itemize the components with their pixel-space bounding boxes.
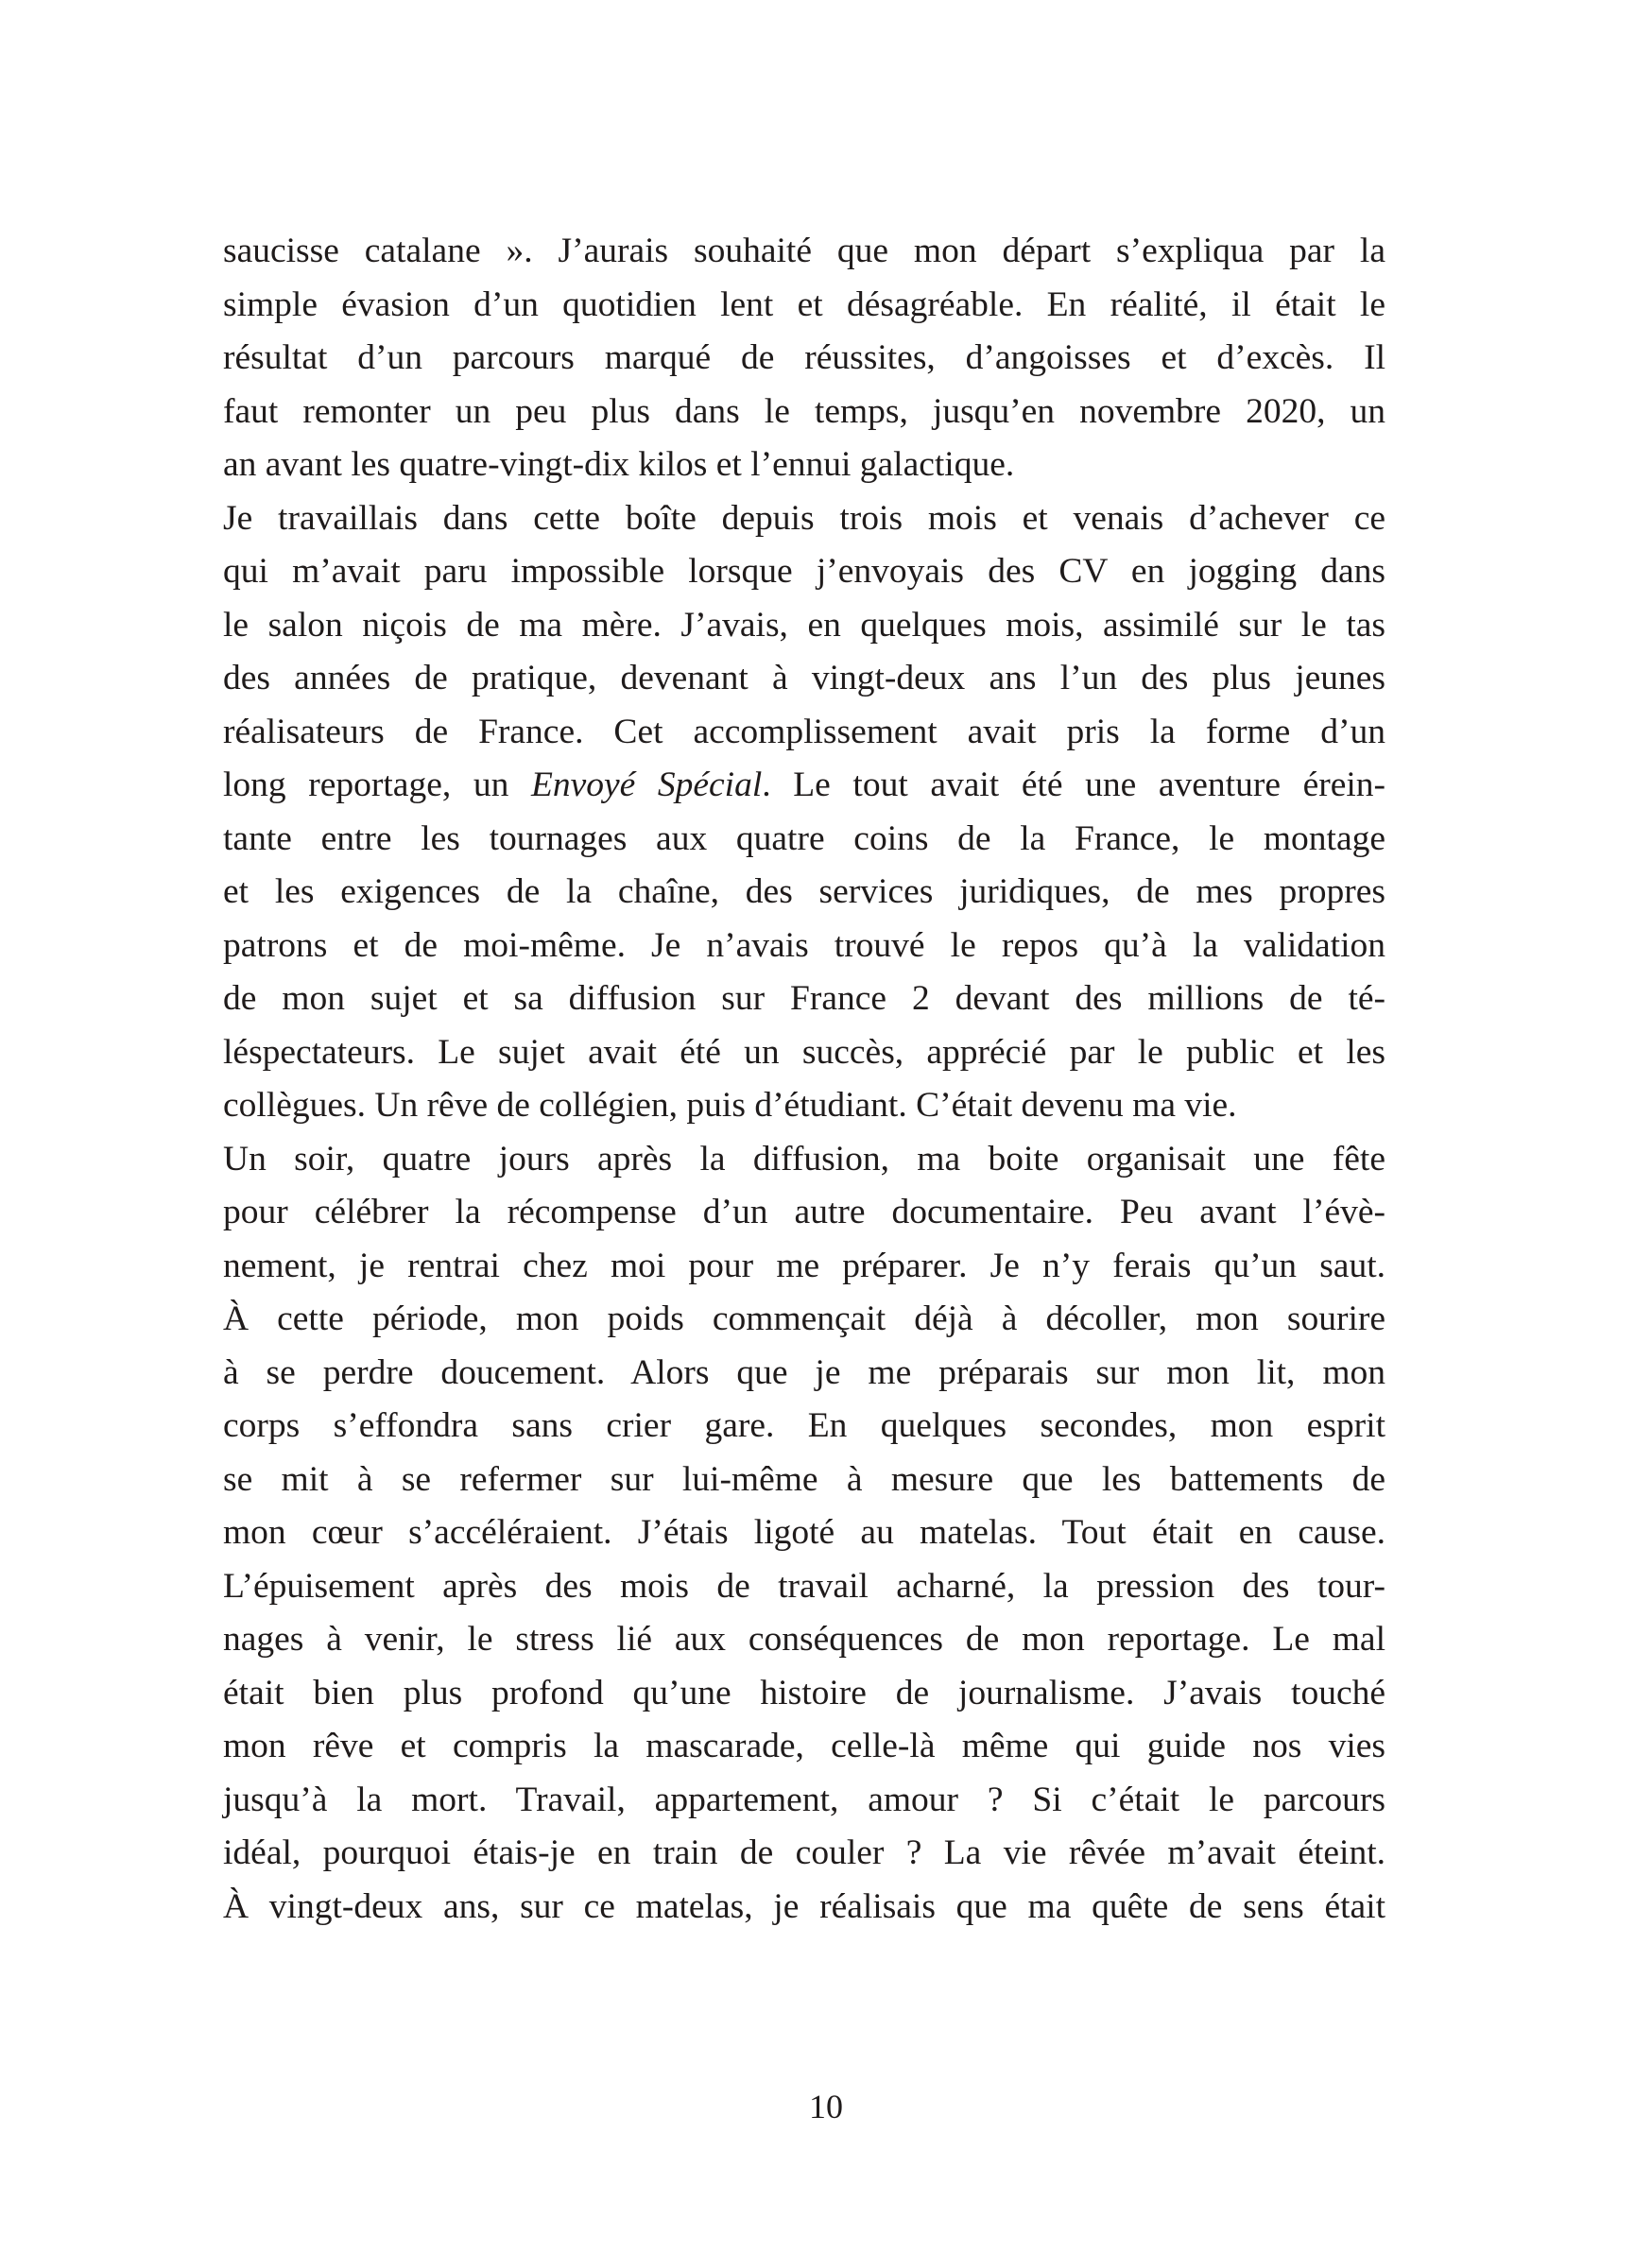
text-line: résultat d’un parcours marqué de réussites, d’angoisses et d’excès. Il [223,338,1385,377]
text-line: Un soir, quatre jours après la diffusion, ma boite organisait une fête [223,1139,1385,1179]
page-number: 10 [809,2088,843,2125]
text-line: collègues. Un rêve de collégien, puis d’étudiant. C’était devenu ma vie. [223,1086,1237,1125]
text-line: an avant les quatre-vingt-dix kilos et l’ennui galactique. [223,445,1015,484]
text-line: à se perdre doucement. Alors que je me préparais sur mon lit, mon [223,1352,1385,1392]
text-line: jusqu’à la mort. Travail, appartement, amour ? Si c’était le parcours [223,1780,1385,1819]
text-line-with-italic [223,759,1385,813]
text-line: des années de pratique, devenant à vingt-deux ans l’un des plus jeunes [223,659,1385,697]
text-line: nement, je rentrai chez moi pour me préparer. Je n’y ferais qu’un saut. [223,1246,1385,1285]
text-line: le salon niçois de ma mère. J’avais, en quelques mois, assimilé sur le tas [223,605,1385,645]
text-line: mon rêve et compris la mascarade, celle-là même qui guide nos vies [223,1727,1385,1765]
text-line: À cette période, mon poids commençait déjà à décoller, mon sourire [223,1299,1385,1338]
text-segment: long reportage, un [223,766,531,804]
text-line: de mon sujet et sa diffusion sur France 2 devant des millions de té- [223,979,1385,1018]
text-line: se mit à se refermer sur lui-même à mesure que les battements de [223,1459,1385,1499]
text-line: était bien plus profond qu’une histoire de journalisme. J’avais touché [223,1673,1385,1712]
text-line: réalisateurs de France. Cet accomplissement avait pris la forme d’un [223,712,1385,751]
text-line: idéal, pourquoi étais-je en train de couler ? La vie rêvée m’avait éteint. [223,1833,1385,1872]
text-line: qui m’avait paru impossible lorsque j’envoyais des CV en jogging dans [223,552,1385,591]
text-line: À vingt-deux ans, sur ce matelas, je réalisais que ma quête de sens était [223,1886,1385,1926]
text-line: patrons et de moi-même. Je n’avais trouvé le repos qu’à la validation [223,925,1385,965]
text-line: simple évasion d’un quotidien lent et désagréable. En réalité, il était le [223,284,1385,324]
text-line: mon cœur s’accéléraient. J’étais ligoté au matelas. Tout était en cause. [223,1513,1385,1552]
text-line: faut remonter un peu plus dans le temps, jusqu’en novembre 2020, un [223,391,1385,431]
text-segment: . Le tout avait été une aventure érein- [762,766,1386,804]
text-line: pour célébrer la récompense d’un autre documentaire. Peu avant l’évè- [223,1193,1385,1231]
text-line: corps s’effondra sans crier gare. En quelques secondes, mon esprit [223,1406,1385,1445]
text-line: Je travaillais dans cette boîte depuis trois mois et venais d’achever ce [223,498,1385,538]
italic-title: Envoyé Spécial [530,766,763,804]
text-line: et les exigences de la chaîne, des services juridiques, de mes propres [223,872,1385,911]
text-line: léspectateurs. Le sujet avait été un succès, apprécié par le public et les [223,1032,1385,1072]
text-line: L’épuisement après des mois de travail acharné, la pression des tour- [223,1566,1385,1606]
body-text [223,225,1385,1934]
text-line: tante entre les tournages aux quatre coins de la France, le montage [223,818,1385,858]
text-line: saucisse catalane ». J’aurais souhaité que mon départ s’expliqua par la [223,232,1385,270]
text-line: nages à venir, le stress lié aux conséquences de mon reportage. Le mal [223,1620,1385,1659]
